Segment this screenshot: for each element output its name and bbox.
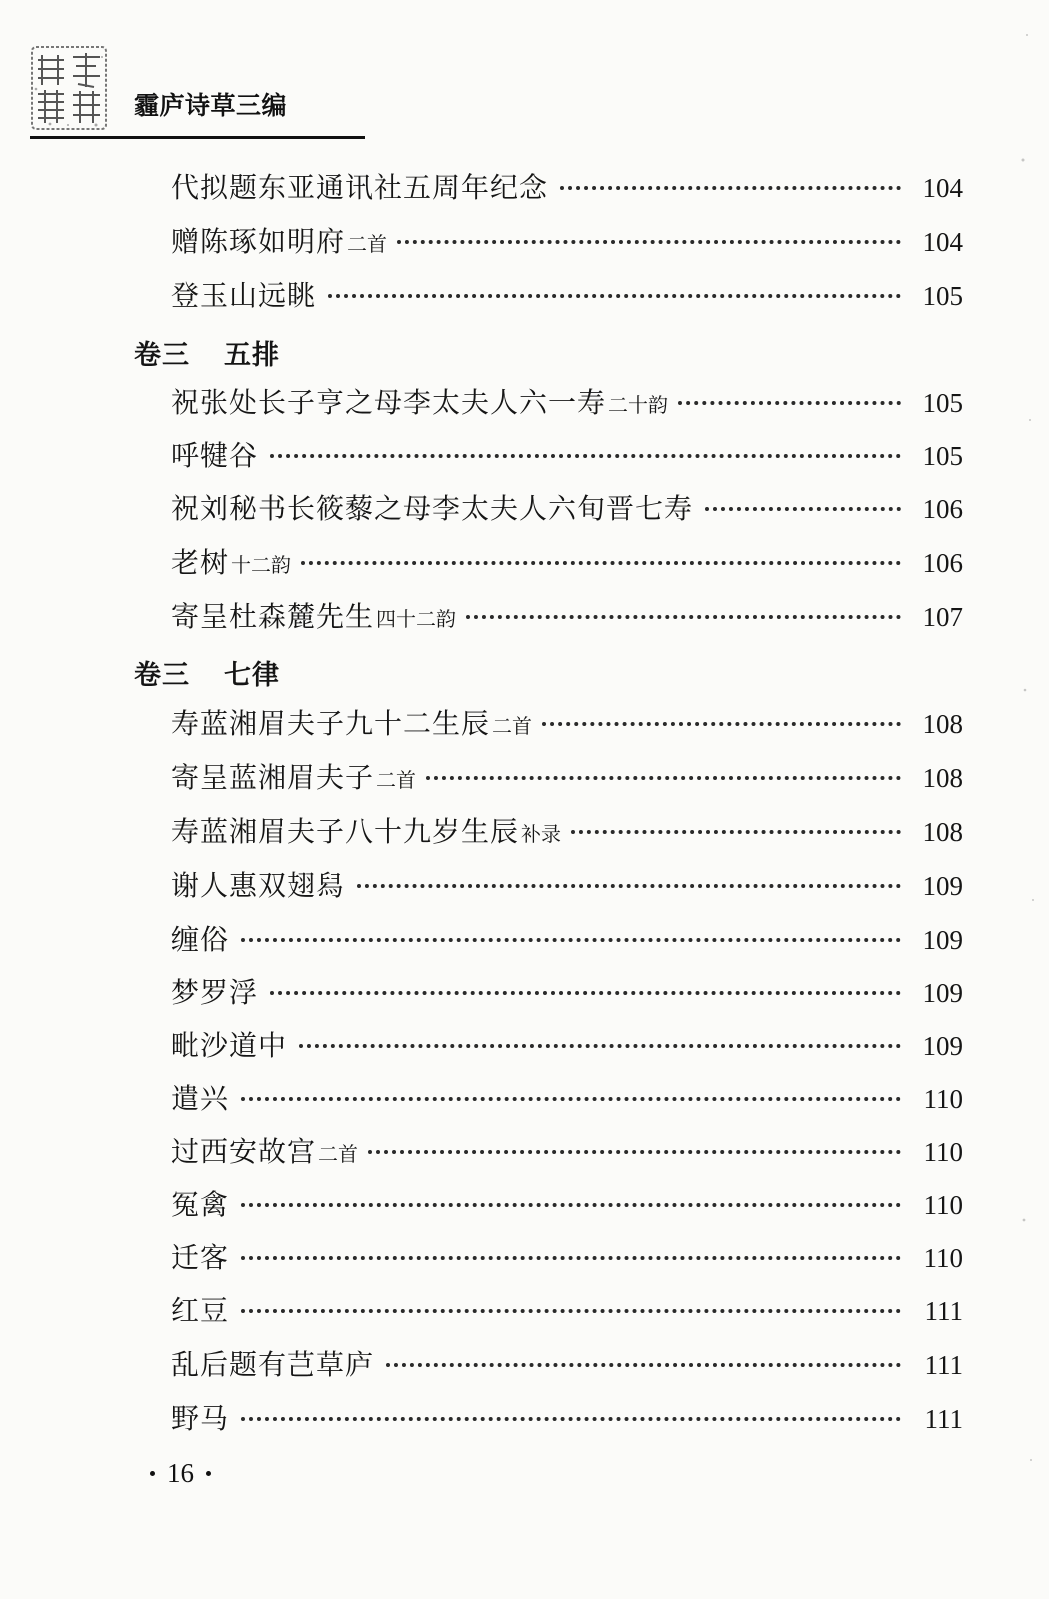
dotted-leader <box>270 450 901 458</box>
toc-page-number: 108 <box>922 709 963 739</box>
toc-entry-title: 赠陈琢如明府 <box>171 225 346 258</box>
toc-entry <box>171 220 963 260</box>
toc-entry <box>171 971 963 1011</box>
toc-entry-title: 登玉山远眺 <box>171 279 317 312</box>
folio-page-number: 16 <box>167 1458 194 1488</box>
toc-entry <box>171 1397 963 1437</box>
toc-page-number: 105 <box>922 441 963 471</box>
dotted-leader <box>301 557 901 565</box>
toc-entry-title: 乱后题有芑草庐 <box>171 1348 375 1381</box>
volume-label: 卷三 <box>134 340 190 371</box>
toc-entry-title: 寿蓝湘眉夫子九十二生辰 <box>171 707 491 740</box>
toc-entry <box>171 1343 963 1383</box>
toc-entry-note: 补录 <box>521 822 562 846</box>
toc-entry <box>171 810 963 850</box>
dotted-leader <box>571 826 901 834</box>
toc-entry-title: 寿蓝湘眉夫子八十九岁生辰 <box>171 815 520 848</box>
toc-page-number: 109 <box>922 1031 963 1061</box>
toc-entry-note: 二十韵 <box>608 393 669 417</box>
toc-entry <box>171 1024 963 1064</box>
toc-page-number: 107 <box>922 602 963 632</box>
section-heading <box>134 653 280 692</box>
folio-dot-right <box>206 1471 211 1476</box>
toc-entry-title: 寄呈蓝湘眉夫子 <box>171 761 375 794</box>
toc-page-number: 111 <box>924 1350 963 1380</box>
dotted-leader <box>241 1413 901 1421</box>
toc-entry <box>171 1236 963 1276</box>
toc-entry <box>171 1289 963 1329</box>
toc-entry-title: 祝刘秘书长筱藜之母李太夫人六旬晋七寿 <box>171 492 694 525</box>
scan-edge-speckle <box>1015 0 1039 1599</box>
toc-page-number: 104 <box>922 173 963 203</box>
dotted-leader <box>397 236 901 244</box>
toc-entry <box>171 381 963 421</box>
toc-entry-title: 野马 <box>171 1402 230 1435</box>
toc-entry-title: 梦罗浮 <box>171 976 259 1009</box>
toc-entry-note: 二首 <box>376 768 417 792</box>
toc-page-number: 109 <box>922 925 963 955</box>
dotted-leader <box>466 611 901 619</box>
toc-page-number: 111 <box>924 1404 963 1434</box>
dotted-leader <box>678 397 901 405</box>
toc-entry-title: 迁客 <box>171 1241 230 1274</box>
dotted-leader <box>386 1359 901 1367</box>
toc-entry-title: 代拟题东亚通讯社五周年纪念 <box>171 171 549 204</box>
toc-entry-note: 二首 <box>347 232 388 256</box>
toc-entry <box>171 487 963 527</box>
toc-page-number: 110 <box>923 1084 963 1114</box>
dotted-leader <box>328 290 901 298</box>
toc-entry-note: 十二韵 <box>231 553 292 577</box>
dotted-leader <box>241 1305 901 1313</box>
toc-page-number: 111 <box>924 1296 963 1326</box>
toc-entry-title: 红豆 <box>171 1294 230 1327</box>
toc-entry-title: 过西安故宫 <box>171 1135 317 1168</box>
toc-page-number: 108 <box>922 817 963 847</box>
toc-page-number: 104 <box>922 227 963 257</box>
toc-entry <box>171 1130 963 1170</box>
volume-label: 卷三 <box>134 660 190 691</box>
dotted-leader <box>426 772 901 780</box>
book-title: 霾庐诗草三编 <box>134 91 288 120</box>
dotted-leader <box>542 718 901 726</box>
toc-entry <box>171 918 963 958</box>
toc-entry-title: 寄呈杜森麓先生 <box>171 600 375 633</box>
dotted-leader <box>357 880 901 888</box>
dotted-leader <box>705 503 901 511</box>
toc-page-number: 108 <box>922 763 963 793</box>
toc-entry-title: 冤禽 <box>171 1188 230 1221</box>
toc-entry <box>171 541 963 581</box>
toc-entry-note: 四十二韵 <box>376 607 457 631</box>
toc-entry <box>171 702 963 742</box>
folio-dot-left <box>150 1471 155 1476</box>
toc-page-number: 105 <box>922 388 963 418</box>
toc-entry <box>171 864 963 904</box>
dotted-leader <box>299 1040 901 1048</box>
toc-entry <box>171 434 963 474</box>
toc-entry <box>171 595 963 635</box>
toc-entry-title: 遣兴 <box>171 1082 230 1115</box>
toc-page-number: 110 <box>923 1137 963 1167</box>
toc-entry-title: 呼犍谷 <box>171 439 259 472</box>
dotted-leader <box>241 934 901 942</box>
form-label: 七律 <box>224 660 280 691</box>
toc-entry <box>171 166 963 206</box>
toc-entry-title: 谢人惠双翅舄 <box>171 869 346 902</box>
toc-page-number: 106 <box>922 494 963 524</box>
form-label: 五排 <box>224 340 280 371</box>
toc-page-number: 110 <box>923 1243 963 1273</box>
toc-entry-title: 缠俗 <box>171 923 230 956</box>
dotted-leader <box>270 987 901 995</box>
toc-entry-title: 老树 <box>171 546 230 579</box>
toc-entry <box>171 756 963 796</box>
dotted-leader <box>241 1252 901 1260</box>
toc-page-number: 109 <box>922 978 963 1008</box>
dotted-leader <box>241 1199 901 1207</box>
toc-entry <box>171 1183 963 1223</box>
toc-entry <box>171 1077 963 1117</box>
dotted-leader <box>560 182 901 190</box>
toc-entry <box>171 274 963 314</box>
section-heading <box>134 333 280 372</box>
toc-page-number: 110 <box>923 1190 963 1220</box>
toc-entry-note: 二首 <box>492 714 533 738</box>
toc-entry-title: 祝张处长子亨之母李太夫人六一寿 <box>171 386 607 419</box>
page-folio <box>150 1458 211 1489</box>
toc-page-number: 109 <box>922 871 963 901</box>
dotted-leader <box>241 1093 901 1101</box>
toc-page-number: 106 <box>922 548 963 578</box>
toc-entry-title: 毗沙道中 <box>171 1029 288 1062</box>
dotted-leader <box>368 1146 901 1154</box>
toc-page-number: 105 <box>922 281 963 311</box>
toc-entry-note: 二首 <box>318 1142 359 1166</box>
